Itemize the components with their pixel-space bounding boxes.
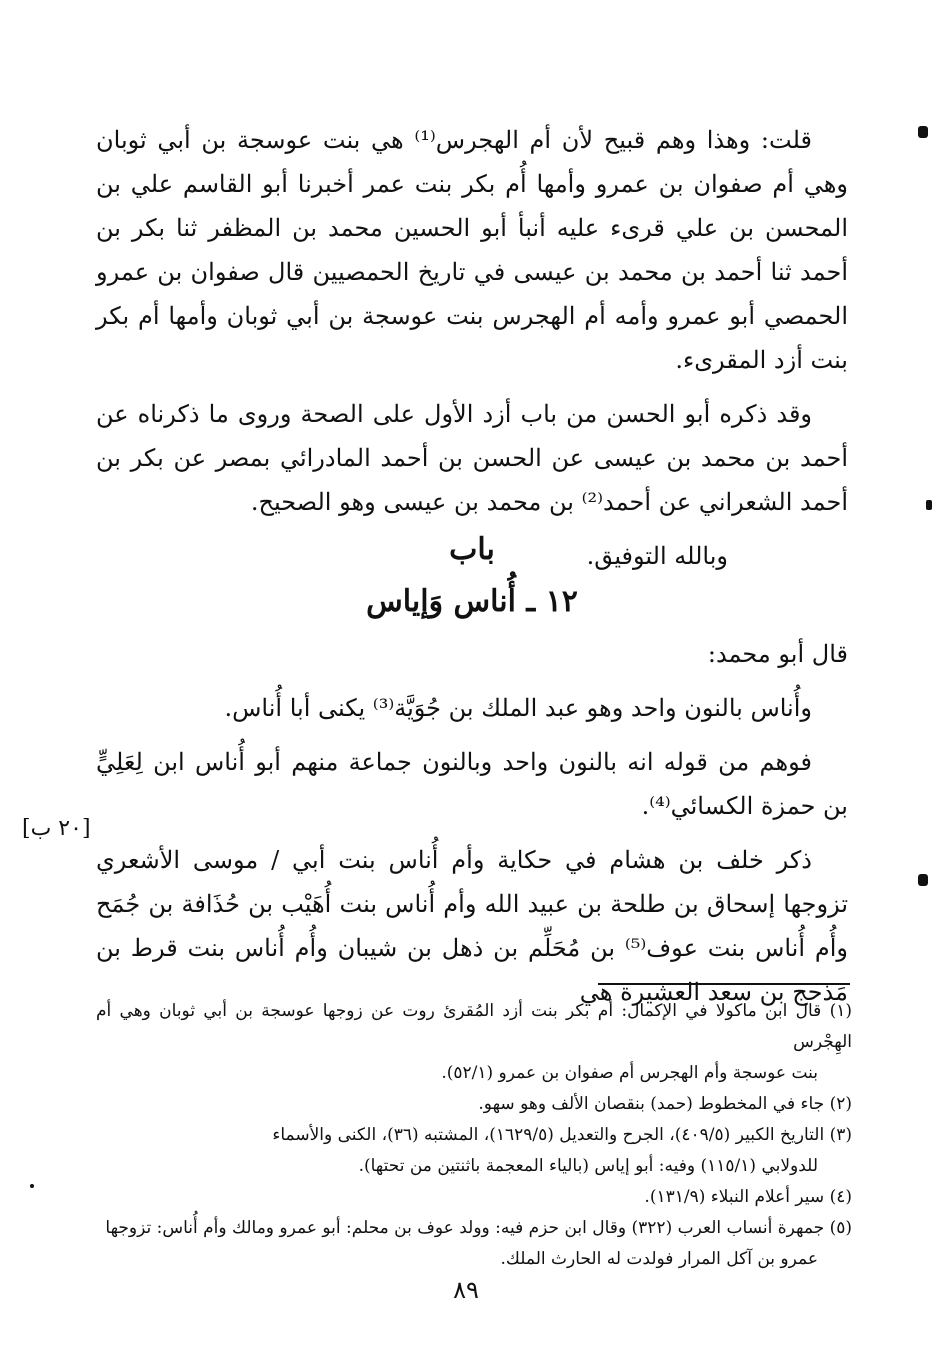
scan-mark: [918, 126, 928, 138]
footnote-continuation: بنت عوسجة وأم الهجرس أم صفوان بن عمرو (٥٢/١).: [441, 1063, 818, 1083]
footnote: [96, 1120, 852, 1182]
paragraph: ذكر خلف بن هشام في حكاية وأم أُناس بنت أبي / موسى الأشعري تزوجها إسحاق بن طلحة بن عبيد الله وأم أُناس بنت أُهَيْب بن حُذَافة بن جُمَح وأُم أُناس بنت عوف⁽⁵⁾ بن مُحَلِّم بن ذهل بن شيبان وأُم أُناس بنت قرط بن مَذحج بن سعد العشيرة هي: [96, 846, 848, 1006]
footnote-text: (٢) جاء في المخطوط (حمد) بنقصان الألف وهو سهو.: [478, 1094, 852, 1114]
paragraph: قلت: وهذا وهم قبيح لأن أم الهجرس⁽¹⁾ هي بنت عوسجة بن أبي ثوبان وهي أم صفوان بن عمرو وأمها أُم بكر بنت عمر أخبرنا أبو القاسم علي بن المحسن بن علي قرىء عليه أنبأ أبو الحسين محمد بن المظفر ثنا بكر بن أحمد ثنا أحمد بن محمد بن عيسى في تاريخ الحمصيين قال صفوان بن عمرو الحمصي أبو عمرو وأمه أم الهجرس بنت عوسجة بن أبي ثوبان وأمها أم بكر بنت أزد المقرىء.: [96, 126, 848, 374]
paragraph: وقد ذكره أبو الحسن من باب أزد الأول على الصحة وروى ما ذكرناه عن أحمد بن محمد بن عيسى عن الحسن بن أحمد المادرائي بمصر عن بكر بن أحمد الشعراني عن أحمد⁽²⁾ بن محمد بن عيسى وهو الصحيح.: [96, 400, 848, 516]
paragraph: قال أبو محمد:: [707, 640, 848, 668]
footnote-continuation: للدولابي (١١٥/١) وفيه: أبو إياس (بالياء المعجمة باثنتين من تحتها).: [358, 1156, 818, 1176]
footnote-continuation: عمرو بن آكل المرار فولدت له الحارث الملك.: [500, 1249, 818, 1269]
footnote: [96, 1213, 852, 1275]
footnote-text: (٥) جمهرة أنساب العرب (٣٢٢) وقال ابن حزم فيه: وولد عوف بن محلم: أبو عمرو ومالك وأم أُناس: تزوجها: [105, 1218, 852, 1238]
scan-mark: [30, 1184, 34, 1188]
footnote-text: (٣) التاريخ الكبير (٤٠٩/٥)، الجرح والتعديل (١٦٢٩/٥)، المشتبه (٣٦)، الكنى والأسماء: [272, 1125, 852, 1145]
paragraph: فوهم من قوله انه بالنون واحد وبالنون جماعة منهم أبو أُناس ابن لِعَلِيٍّ بن حمزة الكسائي⁽⁴⁾.: [96, 748, 848, 820]
scan-mark: [926, 500, 932, 510]
footnotes: [96, 996, 852, 1275]
footnote-separator: [598, 983, 850, 985]
footnote: [96, 996, 852, 1089]
footnote: [96, 1182, 852, 1213]
paragraph: وأُناس بالنون واحد وهو عبد الملك بن جُوَيَّة⁽³⁾ يكنى أبا أُناس.: [224, 694, 812, 722]
page-number: ٨٩: [453, 1276, 479, 1304]
section-text: [96, 632, 848, 1024]
section-label: باب: [449, 532, 495, 567]
footnote-text: (١) قال ابن ماكولا في الإكمال: أم بكر بنت أزد المُقرئ روت عن زوجها عوسجة بن أبي ثوبان وهي أم الهِجْرس: [96, 1001, 852, 1052]
section-title: ١٢ ـ أُناس وَإياس: [366, 584, 578, 619]
footnote: [96, 1089, 852, 1120]
manuscript-folio-note: [٢٠ ب]: [22, 816, 91, 841]
closing-line: وبالله التوفيق.: [586, 542, 728, 570]
main-text: [96, 118, 848, 588]
scan-mark: [918, 874, 928, 886]
footnote-text: (٤) سير أعلام النبلاء (١٣١/٩).: [644, 1187, 852, 1207]
